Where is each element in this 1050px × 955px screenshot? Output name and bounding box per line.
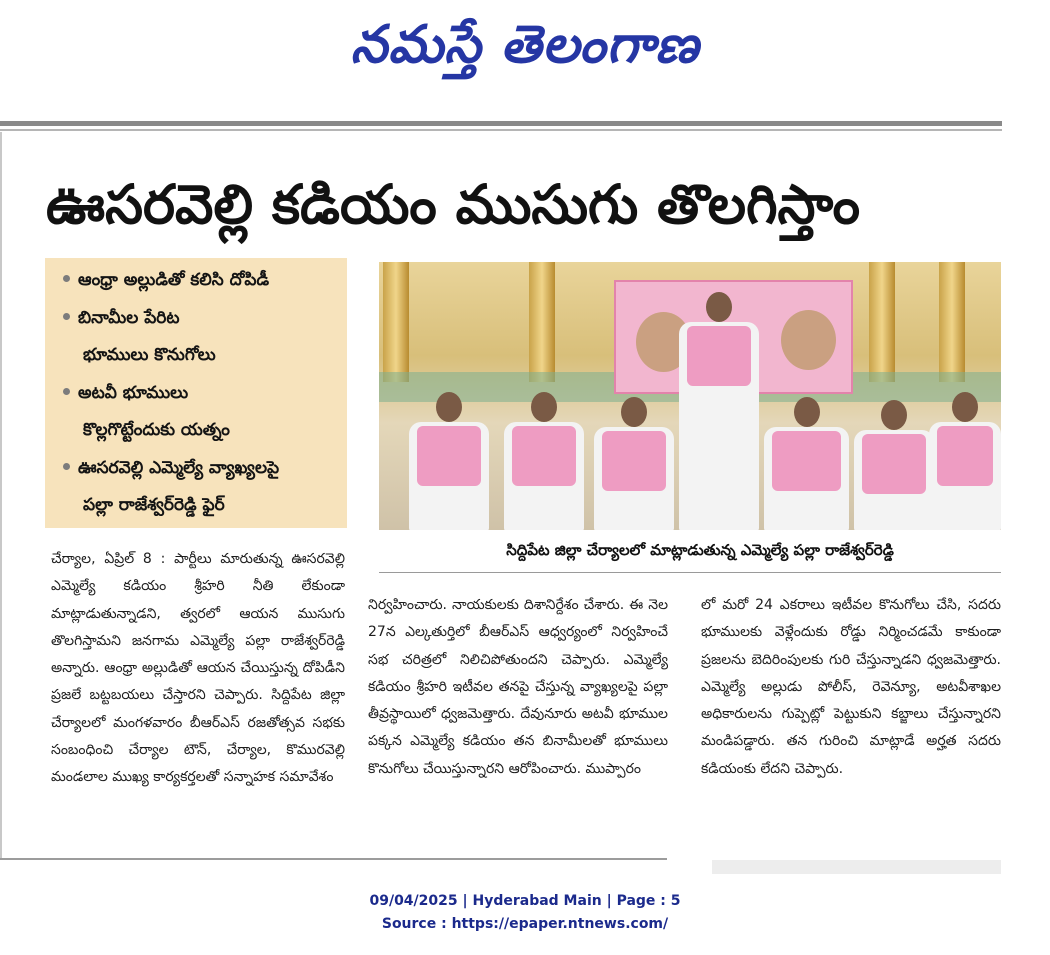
bullet-icon [63, 313, 70, 320]
highlight-item [63, 453, 341, 483]
person-head [881, 400, 907, 430]
photo-pillar [869, 262, 895, 382]
article-column-3 [701, 592, 1001, 840]
seated-figure [594, 427, 674, 530]
person-head [436, 392, 462, 422]
bullet-icon [63, 388, 70, 395]
person-head [794, 397, 820, 427]
speaker-figure [679, 322, 759, 530]
masthead [0, 0, 1050, 100]
highlight-text-cont: కొల్లగొట్టేందుకు యత్నం [83, 420, 230, 440]
bottom-shade [712, 860, 1001, 874]
photo-caption: సిద్దిపేట జిల్లా చేర్యాలలో మాట్లాడుతున్న ఎమ్మెల్యే పల్లా రాజేశ్వర్‌రెడ్డి [506, 541, 894, 559]
photo-pillar [939, 262, 965, 382]
photo-pillar [383, 262, 409, 382]
pink-scarf [687, 326, 751, 386]
person-head [531, 392, 557, 422]
highlight-text-cont: పల్లా రాజేశ్వర్‌రెడ్డి ఫైర్ [83, 495, 225, 515]
seated-figure [929, 422, 1001, 530]
highlights-box [45, 258, 347, 528]
seated-figure [409, 422, 489, 530]
footer-source: Source : https://epaper.ntnews.com/ [381, 916, 669, 932]
highlight-text-cont: భూములు కొనుగోలు [83, 345, 216, 365]
pink-scarf [772, 431, 841, 491]
caption-rule [379, 572, 1001, 573]
masthead-logo: నమస్తే తెలంగాణ [350, 15, 700, 75]
bullet-icon [63, 275, 70, 282]
highlight-text: అటవీ భూములు [78, 383, 189, 403]
pink-scarf [417, 426, 481, 486]
pink-scarf [937, 426, 993, 486]
seated-figure [854, 430, 934, 530]
seated-figure [764, 427, 849, 530]
news-photo [379, 262, 1001, 530]
bullet-icon [63, 463, 70, 470]
person-head [621, 397, 647, 427]
pink-scarf [602, 431, 666, 491]
highlight-text: ఊసరవెల్లి ఎమ్మెల్యే వ్యాఖ్యలపై [78, 458, 280, 478]
person-head [952, 392, 978, 422]
highlight-item [63, 303, 341, 333]
seated-figure [504, 422, 584, 530]
header-rule-thin [0, 129, 1002, 131]
bottom-rule [0, 858, 667, 860]
highlight-item [63, 265, 341, 295]
photo-pillar [529, 262, 555, 382]
banner-portrait [781, 310, 836, 370]
pink-scarf [512, 426, 576, 486]
highlight-item [63, 378, 341, 408]
header-rule [0, 121, 1002, 126]
highlight-text: బినామీల పేరిట [78, 308, 180, 328]
article-headline: ఊసరవెల్లి కడియం ముసుగు తొలగిస్తాం [46, 173, 861, 236]
article-text: లో మరో 24 ఎకరాలు ఇటీవల కొనుగోలు చేసి, సదరు భూములకు వెళ్లేందుకు రోడ్డు నిర్మించడమే కాకుండా ప్రజలను బెదిరింపులకు గురి చేస్తున్నాడని ధ్వజమెత్తారు. ఎమ్మెల్యే అల్లుడు పోలీస్, రెవెన్యూ, అటవీశాఖల అధికారులను గుప్పెట్లో పెట్టుకుని కబ్జాలు చేస్తున్నారని మండిపడ్డారు. తన గురించి మాట్లాడే అర్హత సదరు కడియంకు లేదని చెప్పారు. [701, 597, 1001, 777]
article-text: నిర్వహించారు. నాయకులకు దిశానిర్దేశం చేశారు. ఈ నెల 27న ఎల్కతుర్తిలో బీఆర్‌ఎస్ ఆధ్వర్యంలో నిర్వహించే సభ చరిత్రలో నిలిచిపోతుందని చెప్పారు. ఎమ్మెల్యే కడియం శ్రీహరి ఇటీవల తనపై చేస్తున్న వ్యాఖ్యలపై పల్లా తీవ్రస్థాయిలో ధ్వజమెత్తారు. దేవునూరు అటవీ భూముల పక్కన ఎమ్మెల్యే కడియం తన బినామీలతో భూములు కొనుగోలు చేయిస్తున్నారని ఆరోపించారు. ముప్పారం [368, 597, 668, 777]
footer-date-edition: 09/04/2025 | Hyderabad Main | Page : 5 [369, 893, 681, 909]
left-border [0, 132, 2, 860]
article-column-2 [368, 592, 668, 840]
article-text: చేర్యాల, ఏప్రిల్ 8 : పార్టీలు మారుతున్న ఊసరవెల్లి ఎమ్మెల్యే కడియం శ్రీహరి నీతి లేకుండా మాట్లాడుతున్నాడని, త్వరలో ఆయన ముసుగు తొలగిస్తామని జనగామ ఎమ్మెల్యే పల్లా రాజేశ్వర్‌రెడ్డి అన్నారు. ఆంధ్రా అల్లుడితో ఆయన చేయిస్తున్న దోపిడీని ప్రజలే బట్టబయలు చేస్తారని చెప్పారు. సిద్దిపేట జిల్లా చేర్యాలలో మంగళవారం బీఆర్‌ఎస్ రజతోత్సవ సభకు సంబంధించి చేర్యాల టౌన్, చేర్యాల, కొమురవెల్లి మండలాల ముఖ్య కార్యకర్తలతో సన్నాహక సమావేశం [51, 551, 345, 786]
article-column-1 [51, 546, 345, 846]
highlight-text: ఆంధ్రా అల్లుడితో కలిసి దోపిడీ [78, 270, 270, 290]
person-head [706, 292, 732, 322]
pink-scarf [862, 434, 926, 494]
